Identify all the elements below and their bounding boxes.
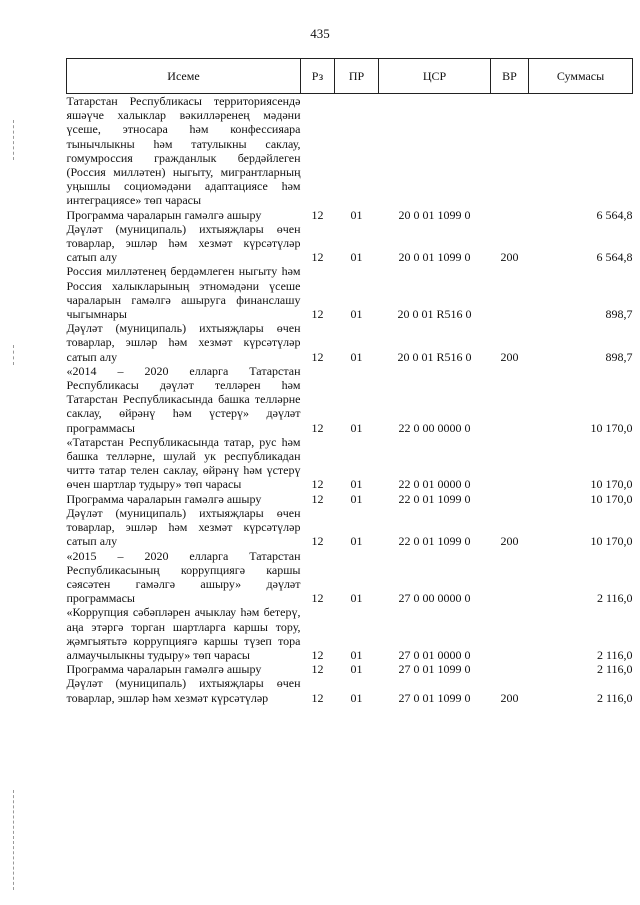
table-row [67, 364, 633, 435]
cell-rz: 12 [311, 349, 324, 364]
cell-csr: 27 0 00 0000 0 [398, 591, 471, 606]
header-vr: ВР [491, 59, 529, 94]
cell-rz: 12 [311, 250, 324, 265]
cell-rz: 12 [311, 690, 324, 705]
cell-sum: 10 170,0 [590, 491, 633, 506]
cell-sum: 10 170,0 [590, 420, 633, 435]
cell-vr [491, 94, 529, 208]
cell-rz: 12 [311, 491, 324, 506]
header-name: Исеме [67, 59, 301, 94]
cell-csr: 22 0 01 0000 0 [398, 477, 471, 492]
cell-name: Россия милләтенең бердәмлеген ныгыту һәм Россия халыкларының этномәдәни үсеше чараларын гамәлгә ашыруга финанслашу чыгымнары [66, 264, 301, 322]
cell-vr [491, 208, 529, 222]
table-row [67, 435, 633, 492]
cell-vr: 200 [500, 250, 519, 265]
cell-pr: 01 [350, 491, 363, 506]
table-row [67, 264, 633, 321]
table-row [67, 208, 633, 222]
cell-csr: 27 0 01 1099 0 [398, 662, 471, 677]
header-sum: Суммасы [529, 59, 633, 94]
cell-rz: 12 [311, 647, 324, 662]
table-row [67, 94, 633, 208]
cell-sum: 10 170,0 [590, 477, 633, 492]
cell-rz: 12 [311, 662, 324, 677]
cell-sum: 898,7 [605, 349, 633, 364]
budget-table [66, 58, 633, 705]
table-row [67, 605, 633, 662]
cell-name: Программа чараларын гамәлгә ашыру [66, 207, 262, 222]
cell-pr: 01 [350, 690, 363, 705]
cell-rz: 12 [311, 420, 324, 435]
scan-margin-mark [13, 120, 16, 160]
cell-vr [491, 264, 529, 321]
cell-rz: 12 [311, 534, 324, 549]
cell-vr [491, 364, 529, 435]
table-row [67, 492, 633, 506]
cell-name: «2014 – 2020 елларга Татарстан Республикасы дәүләт телләрен һәм Татарстан Республикасында башка телләрне саклау, өйрәнү һәм үстерү» дәүләт программасы [66, 363, 301, 435]
cell-vr: 200 [500, 534, 519, 549]
cell-rz: 12 [311, 591, 324, 606]
cell-name: «Татарстан Республикасында татар, рус һәм башка телләрне, шулай ук республикадан читтә татар телен саклау, өйрәнү һәм үстерү өчен шартлар тудыру» төп чарасы [66, 434, 301, 492]
cell-name: Дәүләт (муниципаль) ихтыяҗлары өчен товарлар, эшләр һәм хезмәт күрсәтүләр [66, 676, 301, 705]
cell-vr: 200 [500, 690, 519, 705]
cell-pr: 01 [350, 420, 363, 435]
cell-sum: 2 116,0 [596, 662, 633, 677]
cell-pr: 01 [350, 662, 363, 677]
table-header-row [67, 59, 633, 94]
cell-rz: 12 [311, 207, 324, 222]
cell-pr: 01 [350, 250, 363, 265]
cell-csr: 20 0 01 1099 0 [398, 250, 471, 265]
cell-csr: 27 0 01 1099 0 [398, 690, 471, 705]
cell-pr: 01 [350, 307, 363, 322]
cell-name: Татарстан Республикасы территориясендә яшәүче халыклар вәкилләренең мәдәни үсеше, этносара һәм конфессияара тынычлыкны һәм татулыкны саклау, гомумроссия гражданлык бердәйлеген (Россия милләтен) ныгыту, мигрантларның уңышлы социомәдәни адаптациясе һәм интеграциясе» төп чарасы [66, 94, 301, 208]
page-number: 435 [310, 26, 330, 41]
cell-sum: 6 564,8 [596, 207, 633, 222]
cell-sum: 2 116,0 [596, 690, 633, 705]
cell-name: Программа чараларын гамәлгә ашыру [66, 491, 262, 506]
cell-sum [529, 94, 633, 208]
cell-vr [491, 435, 529, 492]
cell-name: «2015 – 2020 елларга Татарстан Республикасының коррупциягә каршы сәясәтен гамәлгә ашыру» дәүләт программасы [66, 548, 301, 606]
cell-sum: 6 564,8 [596, 250, 633, 265]
cell-rz: 12 [311, 477, 324, 492]
cell-sum: 10 170,0 [590, 534, 633, 549]
cell-pr [335, 94, 379, 208]
cell-sum: 2 116,0 [596, 591, 633, 606]
cell-rz: 12 [311, 307, 324, 322]
cell-vr [491, 605, 529, 662]
cell-csr: 22 0 01 1099 0 [398, 491, 471, 506]
cell-vr [491, 549, 529, 606]
cell-name: Дәүләт (муниципаль) ихтыяҗлары өчен товарлар, эшләр һәм хезмәт күрсәтүләр сатып алу [66, 505, 301, 549]
table-row [67, 506, 633, 549]
cell-name: Дәүләт (муниципаль) ихтыяҗлары өчен товарлар, эшләр һәм хезмәт күрсәтүләр сатып алу [66, 321, 301, 364]
cell-pr: 01 [350, 647, 363, 662]
header-pr: ПР [335, 59, 379, 94]
cell-vr [491, 492, 529, 506]
cell-csr: 20 0 01 R516 0 [397, 349, 472, 364]
table-row [67, 321, 633, 364]
header-csr: ЦСР [379, 59, 491, 94]
cell-pr: 01 [350, 349, 363, 364]
cell-sum: 898,7 [605, 307, 633, 322]
table-row [67, 676, 633, 704]
cell-csr: 20 0 01 1099 0 [398, 207, 471, 222]
cell-pr: 01 [350, 591, 363, 606]
cell-csr: 22 0 00 0000 0 [398, 420, 471, 435]
cell-sum: 2 116,0 [596, 647, 633, 662]
cell-vr: 200 [500, 349, 519, 364]
scan-margin-mark [13, 790, 16, 890]
cell-pr: 01 [350, 534, 363, 549]
cell-pr: 01 [350, 477, 363, 492]
cell-csr: 27 0 01 0000 0 [398, 647, 471, 662]
cell-name: Дәүләт (муниципаль) ихтыяҗлары өчен товарлар, эшләр һәм хезмәт күрсәтүләр сатып алу [66, 221, 301, 265]
cell-rz [301, 94, 335, 208]
cell-name: Программа чараларын гамәлгә ашыру [66, 662, 262, 677]
cell-name: «Коррупция сәбәпләрен ачыклау һәм бетерү, аңа этәргә торган шартларга каршы тору, җәмгыятьтә коррупциягә каршы түзеп тора алмаучылыкны тудыру» төп чарасы [66, 605, 301, 662]
cell-csr: 20 0 01 R516 0 [397, 307, 472, 322]
scan-margin-mark [13, 345, 16, 365]
table-row [67, 222, 633, 265]
cell-pr: 01 [350, 207, 363, 222]
header-rz: Рз [301, 59, 335, 94]
cell-vr [491, 662, 529, 676]
table-row [67, 549, 633, 606]
table-row [67, 662, 633, 676]
cell-csr: 22 0 01 1099 0 [398, 534, 471, 549]
cell-csr [379, 94, 491, 208]
